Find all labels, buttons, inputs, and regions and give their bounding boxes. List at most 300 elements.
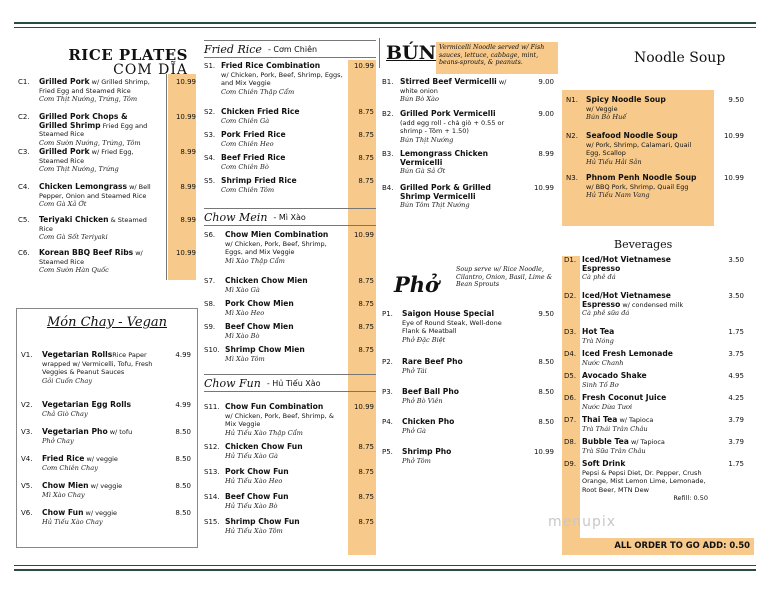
item-number: V2. bbox=[21, 401, 33, 409]
item-number: D7. bbox=[564, 416, 577, 424]
top-rule-thin bbox=[14, 27, 756, 28]
item-title-line bbox=[582, 394, 708, 403]
item-name: Pork Fried Rice bbox=[221, 130, 286, 139]
item-price: 8.75 bbox=[358, 131, 374, 139]
chow-fun-title: Chow Fun bbox=[204, 376, 261, 390]
item-number: S5. bbox=[204, 177, 216, 185]
menu-item bbox=[564, 416, 748, 438]
noodle-soup-section bbox=[562, 38, 752, 230]
item-name: Fried Rice bbox=[42, 454, 85, 463]
item-price: 1.75 bbox=[728, 460, 744, 468]
item-vietnamese-name: Cơm Thịt Nướng, Trứng, Tôm bbox=[39, 95, 138, 104]
to-go-text: ALL ORDER TO GO ADD: 0.50 bbox=[614, 540, 750, 550]
item-name: Beef Fried Rice bbox=[221, 153, 286, 162]
rice-plates-subtitle: COM DĨA bbox=[113, 62, 188, 78]
item-vietnamese-name: Trà Thái Trân Châu bbox=[582, 424, 648, 433]
item-number: C4. bbox=[18, 183, 30, 191]
item-number: B3. bbox=[382, 150, 394, 158]
item-price: 8.50 bbox=[175, 428, 191, 436]
item-number: D2. bbox=[564, 292, 577, 300]
item-price: 8.75 bbox=[358, 154, 374, 162]
item-title-line bbox=[225, 323, 343, 332]
item-name: Chicken Lemongrass bbox=[39, 182, 127, 191]
item-title-line bbox=[42, 428, 162, 437]
item-description: w/ Steamed Rice bbox=[39, 249, 143, 266]
menu-item bbox=[204, 131, 376, 154]
item-price: 8.99 bbox=[180, 148, 196, 156]
bun-note: Vermicelli Noodle served w/ Fish sauces, lettuce, cabbage, mint, beans-sprouts, & peanuts. bbox=[439, 44, 545, 67]
item-name: Lemongrass Chicken Vermicelli bbox=[400, 149, 488, 167]
item-price: 8.75 bbox=[358, 518, 374, 526]
item-body bbox=[582, 328, 708, 345]
item-name: Grilled Pork Chops & Grilled Shrimp bbox=[39, 112, 128, 130]
item-price: 10.99 bbox=[533, 448, 554, 456]
item-number: P4. bbox=[382, 418, 393, 426]
item-number: V4. bbox=[21, 455, 33, 463]
item-price: 4.99 bbox=[175, 401, 191, 409]
menu-item bbox=[204, 443, 376, 468]
item-description: w/ Fried Egg, Steamed Rice bbox=[39, 148, 134, 165]
item-vietnamese-name: Phở Bò Viên bbox=[402, 396, 443, 405]
item-vietnamese-name: Cơm Chiên Bò bbox=[221, 162, 269, 171]
item-name: Phnom Penh Noodle Soup bbox=[586, 173, 697, 182]
item-body bbox=[402, 358, 518, 375]
item-description: w/ Grilled Shrimp, Fried Egg and Steamed Rice bbox=[39, 78, 150, 95]
item-title-line bbox=[39, 113, 157, 139]
item-name: Avocado Shake bbox=[582, 371, 647, 380]
item-extra: (add egg roll - chả giò + 0.55 or shrimp - Tôm + 1.50) bbox=[400, 118, 505, 136]
fried-rice-subtitle: - Cơm Chiên bbox=[267, 44, 318, 54]
item-vietnamese-name: Chả Giò Chay bbox=[42, 409, 88, 418]
item-description: w/ veggie bbox=[83, 509, 118, 517]
item-title-line bbox=[582, 328, 708, 337]
menu-item bbox=[204, 231, 376, 277]
item-title-line bbox=[400, 110, 516, 119]
item-vietnamese-name: Cơm Sườn Nướng, Trứng, Tôm bbox=[39, 138, 141, 147]
item-title-line bbox=[400, 184, 516, 201]
item-vietnamese-name: Cơm Chiên Gà bbox=[221, 116, 270, 125]
item-name: Grilled Pork bbox=[39, 77, 90, 86]
item-vietnamese-name: Cơm Chiên Thập Cẩm bbox=[221, 87, 295, 96]
item-body bbox=[42, 509, 162, 526]
menu-item bbox=[18, 113, 198, 148]
menu-item bbox=[21, 509, 193, 536]
menu-item bbox=[382, 448, 560, 478]
item-number: P3. bbox=[382, 388, 393, 396]
menu-item bbox=[21, 351, 193, 401]
menu-item bbox=[204, 277, 376, 300]
item-body bbox=[225, 468, 343, 485]
item-number: S8. bbox=[204, 300, 216, 308]
item-body bbox=[221, 177, 343, 194]
pho-title: Phở bbox=[394, 272, 440, 297]
menu-item bbox=[564, 292, 748, 328]
item-number: P1. bbox=[382, 310, 393, 318]
item-number: S9. bbox=[204, 323, 216, 331]
item-body bbox=[582, 460, 708, 503]
item-title-line bbox=[225, 443, 343, 452]
item-price: 9.50 bbox=[728, 96, 744, 104]
item-number: P5. bbox=[382, 448, 393, 456]
item-description: w/ tofu bbox=[107, 428, 133, 436]
item-name: Spicy Noodle Soup bbox=[586, 95, 666, 104]
item-price: 8.75 bbox=[358, 108, 374, 116]
item-name: Shrimp Pho bbox=[402, 447, 452, 456]
item-name: Shrimp Fried Rice bbox=[221, 176, 297, 185]
item-title-line bbox=[42, 351, 162, 377]
item-price: 8.75 bbox=[358, 177, 374, 185]
menu-item bbox=[204, 62, 376, 108]
menu-item bbox=[21, 482, 193, 509]
item-body bbox=[39, 148, 157, 174]
item-vietnamese-name: Bún Tôm Thịt Nướng bbox=[400, 201, 470, 210]
item-vietnamese-name: Mì Xào Gà bbox=[225, 285, 260, 294]
item-price: 3.50 bbox=[728, 256, 744, 264]
item-vietnamese-name: Hủ Tiếu Xào Thập Cẩm bbox=[225, 428, 303, 437]
item-body bbox=[39, 216, 157, 242]
item-vietnamese-name: Nước Dừa Tươi bbox=[582, 402, 633, 411]
item-description: w/ Bell Pepper, Onion and Steamed Rice bbox=[39, 183, 151, 200]
item-title-line bbox=[39, 216, 157, 233]
menu-item bbox=[382, 150, 560, 184]
item-body bbox=[225, 323, 343, 340]
fried-rice-header bbox=[204, 40, 376, 58]
item-description: w/ BBQ Pork, Shrimp, Quail Egg bbox=[586, 182, 689, 191]
item-price: 4.95 bbox=[728, 372, 744, 380]
item-vietnamese-name: Cơm Sườn Hàn Quốc bbox=[39, 266, 109, 275]
vegan-section bbox=[16, 308, 198, 548]
bottom-rule bbox=[14, 565, 756, 566]
item-price: 8.99 bbox=[538, 150, 554, 158]
item-title-line bbox=[402, 358, 518, 367]
item-name: Rare Beef Pho bbox=[402, 357, 463, 366]
item-name: Chicken Chow Fun bbox=[225, 442, 303, 451]
item-vietnamese-name: Mì Xào Tôm bbox=[225, 354, 265, 363]
item-title-line bbox=[400, 150, 516, 167]
item-description: w/ Chicken, Pork, Beef, Shrimp, Eggs, and Mix Veggie bbox=[225, 239, 327, 257]
item-vietnamese-name: Cơm Gà Xả Ớt bbox=[39, 200, 87, 209]
item-price: 8.50 bbox=[538, 388, 554, 396]
item-body bbox=[402, 448, 518, 465]
item-title-line bbox=[225, 403, 343, 412]
item-price: 10.99 bbox=[175, 249, 196, 257]
item-name: Bubble Tea bbox=[582, 437, 629, 446]
item-price: 9.00 bbox=[538, 78, 554, 86]
item-vietnamese-name: Cơm Thịt Nướng, Trứng bbox=[39, 165, 119, 174]
item-number: C1. bbox=[18, 78, 30, 86]
item-name: Chicken Chow Mien bbox=[225, 276, 308, 285]
menu-item bbox=[564, 372, 748, 394]
menu-item bbox=[18, 78, 198, 113]
item-name: Fresh Coconut Juice bbox=[582, 393, 667, 402]
item-title-line bbox=[402, 448, 518, 457]
item-title-line bbox=[42, 482, 162, 491]
item-name: Beef Ball Pho bbox=[402, 387, 459, 396]
item-body bbox=[225, 443, 343, 460]
divider bbox=[379, 38, 380, 68]
menu-item bbox=[382, 418, 560, 448]
item-description: w/ Tapioca bbox=[617, 416, 654, 424]
item-title-line bbox=[225, 231, 343, 240]
item-price: 3.79 bbox=[728, 416, 744, 424]
item-vietnamese-name: Nước Chanh bbox=[582, 358, 624, 367]
item-name: Vegetarian Pho bbox=[42, 427, 108, 436]
rice-plates-section bbox=[18, 36, 198, 286]
item-vietnamese-name: Phở Đặc Biệt bbox=[402, 335, 446, 344]
item-price: 8.75 bbox=[358, 468, 374, 476]
menu-item bbox=[382, 110, 560, 150]
item-number: C2. bbox=[18, 113, 30, 121]
item-price: 9.00 bbox=[538, 110, 554, 118]
item-price: 1.75 bbox=[728, 328, 744, 336]
menu-item bbox=[18, 216, 198, 249]
item-title-line bbox=[39, 78, 157, 95]
item-number: D9. bbox=[564, 460, 577, 468]
item-number: N3. bbox=[566, 174, 578, 182]
item-number: V5. bbox=[21, 482, 33, 490]
item-body bbox=[402, 418, 518, 435]
item-vietnamese-name: Hủ Tiếu Hải Sản bbox=[586, 157, 642, 166]
item-vietnamese-name: Phở Chay bbox=[42, 436, 74, 445]
item-name: Chow Mien bbox=[42, 481, 89, 490]
item-price: 8.75 bbox=[358, 300, 374, 308]
item-number: C5. bbox=[18, 216, 30, 224]
beverages-title: Beverages bbox=[614, 238, 673, 251]
chow-mein-header bbox=[204, 208, 376, 226]
item-title-line bbox=[221, 108, 343, 117]
item-name: Stirred Beef Vermicelli bbox=[400, 77, 497, 86]
item-price: 8.75 bbox=[358, 346, 374, 354]
menu-item bbox=[21, 428, 193, 455]
item-number: D5. bbox=[564, 372, 577, 380]
menu-item bbox=[566, 96, 746, 132]
item-vietnamese-name: Hủ Tiếu Xào Heo bbox=[225, 476, 283, 485]
item-name: Korean BBQ Beef Ribs bbox=[39, 248, 134, 257]
item-description: w/ Chicken, Pork, Beef, Shrimp, Eggs, and Mix Veggie bbox=[221, 70, 343, 88]
item-name: Iced/Hot Vietnamese Espresso bbox=[582, 291, 671, 309]
item-body bbox=[400, 110, 516, 144]
item-price: 3.75 bbox=[728, 350, 744, 358]
item-name: Grilled Pork Vermicelli bbox=[400, 109, 496, 118]
item-body bbox=[586, 174, 704, 200]
menu-item bbox=[564, 438, 748, 460]
item-body bbox=[582, 256, 708, 282]
item-name: Chicken Fried Rice bbox=[221, 107, 300, 116]
item-name: Fried Rice Combination bbox=[221, 61, 321, 70]
menu-item bbox=[204, 323, 376, 346]
item-number: D8. bbox=[564, 438, 577, 446]
item-body bbox=[42, 482, 162, 499]
item-vietnamese-name: Cơm Chiên Heo bbox=[221, 139, 274, 148]
item-price: 8.75 bbox=[358, 277, 374, 285]
menu-item bbox=[21, 455, 193, 482]
item-description: Fried Egg and Steamed Rice bbox=[39, 121, 148, 139]
item-price: 8.50 bbox=[175, 482, 191, 490]
item-price: 8.50 bbox=[538, 358, 554, 366]
item-vietnamese-name: Mì Xào Heo bbox=[225, 308, 265, 317]
chow-mein-subtitle: - Mì Xào bbox=[273, 212, 306, 222]
item-title-line bbox=[221, 62, 343, 71]
item-body bbox=[225, 403, 343, 437]
item-body bbox=[586, 132, 704, 166]
item-price: 10.99 bbox=[723, 132, 744, 140]
menu-item bbox=[18, 183, 198, 216]
item-name: Iced/Hot Vietnamese Espresso bbox=[582, 255, 671, 273]
item-number: S3. bbox=[204, 131, 216, 139]
item-vietnamese-name: Trà Sữa Trân Châu bbox=[582, 446, 646, 455]
item-number: S11. bbox=[204, 403, 220, 411]
item-vietnamese-name: Cà phê sữa đá bbox=[582, 309, 630, 318]
top-rule bbox=[14, 22, 756, 24]
item-number: S7. bbox=[204, 277, 216, 285]
item-name: Beef Chow Fun bbox=[225, 492, 289, 501]
item-vietnamese-name: Mì Xào Chay bbox=[42, 490, 85, 499]
menu-item bbox=[204, 108, 376, 131]
item-number: V3. bbox=[21, 428, 33, 436]
item-body bbox=[400, 184, 516, 210]
item-vietnamese-name: Sinh Tố Bơ bbox=[582, 380, 619, 389]
item-vietnamese-name: Cơm Chiên Tôm bbox=[221, 185, 275, 194]
item-vietnamese-name: Hủ Tiếu Xào Chay bbox=[42, 517, 103, 526]
item-title-line bbox=[225, 300, 343, 309]
item-name: Chow Fun Combination bbox=[225, 402, 324, 411]
item-body bbox=[42, 455, 162, 472]
item-description: w/ condensed milk bbox=[620, 300, 684, 309]
item-number: B1. bbox=[382, 78, 394, 86]
item-description: w/ Chicken, Pork, Beef, Shrimp, & Mix Veggie bbox=[225, 411, 334, 429]
menu-item bbox=[204, 493, 376, 518]
item-title-line bbox=[586, 174, 704, 183]
item-number: C6. bbox=[18, 249, 30, 257]
item-title-line bbox=[225, 518, 343, 527]
item-name: Pork Chow Fun bbox=[225, 467, 289, 476]
item-title-line bbox=[402, 388, 518, 397]
bun-section bbox=[382, 38, 560, 238]
item-price: 8.99 bbox=[180, 183, 196, 191]
bottom-rule-thick bbox=[14, 569, 756, 571]
menu-item bbox=[564, 394, 748, 416]
item-vietnamese-name: Mì Xào Bò bbox=[225, 331, 260, 340]
item-body bbox=[582, 292, 708, 318]
item-title-line bbox=[400, 78, 516, 95]
item-body bbox=[582, 416, 708, 433]
menu-item bbox=[566, 132, 746, 174]
item-name: Chow Mien Combination bbox=[225, 230, 329, 239]
item-title-line bbox=[582, 438, 708, 447]
item-title-line bbox=[225, 493, 343, 502]
item-body bbox=[402, 310, 518, 344]
item-number: S14. bbox=[204, 493, 220, 501]
item-body bbox=[39, 113, 157, 147]
item-number: P2. bbox=[382, 358, 393, 366]
menu-item bbox=[204, 518, 376, 543]
item-refill: Refill: 0.50 bbox=[673, 494, 708, 503]
item-name: Teriyaki Chicken bbox=[39, 215, 109, 224]
stirfry-column bbox=[204, 38, 376, 560]
item-body bbox=[582, 350, 708, 367]
item-title-line bbox=[402, 418, 518, 427]
item-number: V6. bbox=[21, 509, 33, 517]
item-body bbox=[42, 428, 162, 445]
item-body bbox=[221, 108, 343, 125]
chow-fun-header bbox=[204, 374, 376, 392]
menu-item bbox=[382, 184, 560, 218]
item-name: Soft Drink bbox=[582, 459, 626, 468]
item-title-line bbox=[39, 183, 157, 200]
item-number: S15. bbox=[204, 518, 220, 526]
item-vietnamese-name: Cơm Gà Sốt Teriyaki bbox=[39, 233, 108, 242]
menu-item bbox=[204, 300, 376, 323]
chow-mein-title: Chow Mein bbox=[204, 210, 268, 224]
item-number: D1. bbox=[564, 256, 577, 264]
item-vietnamese-name: Phở Tôm bbox=[402, 456, 431, 465]
item-name: Grilled Pork & Grilled Shrimp Vermicelli bbox=[400, 183, 491, 201]
item-price: 10.99 bbox=[175, 113, 196, 121]
item-price: 4.99 bbox=[175, 351, 191, 359]
item-price: 3.79 bbox=[728, 438, 744, 446]
item-body bbox=[221, 62, 343, 96]
item-vietnamese-name: Cà phê đá bbox=[582, 273, 616, 282]
item-title-line bbox=[582, 416, 708, 425]
item-description: Eye of Round Steak, Well-done Flank & Meatball bbox=[402, 318, 502, 336]
pho-section bbox=[382, 262, 560, 482]
menu-item bbox=[204, 468, 376, 493]
item-name: Pork Chow Mien bbox=[225, 299, 294, 308]
item-number: S10. bbox=[204, 346, 220, 354]
item-body bbox=[225, 277, 343, 294]
menu-item bbox=[18, 249, 198, 282]
item-title-line bbox=[586, 132, 704, 141]
vegan-title: Món Chay - Vegan bbox=[46, 315, 168, 330]
item-body bbox=[400, 78, 516, 104]
item-title-line bbox=[582, 256, 708, 273]
item-vietnamese-name: Hủ Tiếu Xào Gà bbox=[225, 451, 278, 460]
item-title-line bbox=[42, 509, 162, 518]
item-description: w/ veggie bbox=[88, 482, 123, 490]
item-title-line bbox=[225, 346, 343, 355]
item-title-line bbox=[39, 148, 157, 165]
item-price: 8.75 bbox=[358, 443, 374, 451]
bun-title: BÚN bbox=[386, 42, 436, 64]
menu-item bbox=[18, 148, 198, 183]
menu-item bbox=[564, 256, 748, 292]
item-body bbox=[39, 183, 157, 209]
item-title-line bbox=[221, 177, 343, 186]
item-price: 9.50 bbox=[538, 310, 554, 318]
item-number: S2. bbox=[204, 108, 216, 116]
item-name: Thai Tea bbox=[582, 415, 618, 424]
item-title-line bbox=[42, 455, 162, 464]
item-vietnamese-name: Mì Xào Thập Cẩm bbox=[225, 256, 285, 265]
item-title-line bbox=[582, 372, 708, 381]
menu-item bbox=[204, 346, 376, 369]
item-name: Saigon House Special bbox=[402, 309, 495, 318]
item-number: D4. bbox=[564, 350, 577, 358]
item-number: D3. bbox=[564, 328, 577, 336]
item-body bbox=[225, 493, 343, 510]
item-name: Vegetarian Rolls bbox=[42, 350, 113, 359]
item-number: S1. bbox=[204, 62, 216, 70]
item-number: D6. bbox=[564, 394, 577, 402]
item-title-line bbox=[221, 131, 343, 140]
menu-item bbox=[204, 154, 376, 177]
item-vietnamese-name: Bún Bò Huế bbox=[586, 113, 627, 122]
item-body bbox=[402, 388, 518, 405]
item-price: 10.99 bbox=[353, 62, 374, 70]
item-description: & Steamed Rice bbox=[39, 216, 147, 233]
item-description: w/ Veggie bbox=[586, 104, 618, 113]
item-body bbox=[221, 154, 343, 171]
